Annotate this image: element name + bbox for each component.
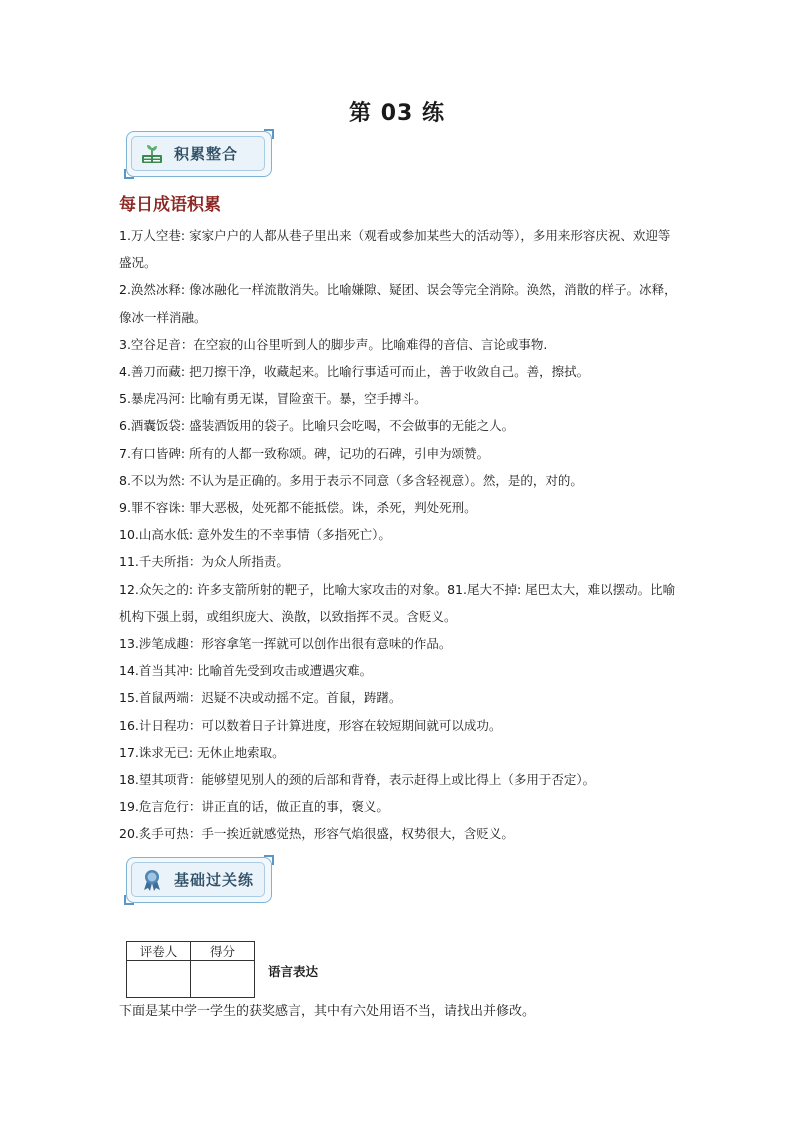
- idiom-item: 19.危言危行：讲正直的话，做正直的事，褒义。: [119, 799, 389, 815]
- idiom-item: 16.计日程功：可以数着日子计算进度，形容在较短期间就可以成功。: [119, 717, 502, 733]
- idiom-item: 6.酒囊饭袋: 盛装酒饭用的袋子。比喻只会吃喝，不会做事的无能之人。: [119, 418, 515, 434]
- section-badge-accumulate: [126, 131, 272, 177]
- section-badge-basic: [126, 857, 272, 903]
- idiom-item: 15.首鼠两端：迟疑不决或动摇不定。首鼠，踌躇。: [119, 690, 402, 706]
- idiom-item: 11.千夫所指：为众人所指责。: [119, 554, 289, 570]
- score-header: 得分: [191, 942, 255, 961]
- idiom-item: 17.诛求无已: 无休止地索取。: [119, 744, 285, 760]
- page-title: 第 03 练: [349, 101, 445, 126]
- score-table: [126, 941, 255, 998]
- score-cell: [191, 961, 255, 998]
- idiom-list: [119, 222, 679, 848]
- idiom-item: 7.有口皆碑: 所有的人都一致称颂。碑，记功的石碑，引申为颂赞。: [119, 445, 490, 461]
- idiom-item: 13.涉笔成趣：形容拿笔一挥就可以创作出很有意味的作品。: [119, 636, 452, 652]
- book-plant-icon: [140, 142, 164, 166]
- language-expression-label: 语言表达: [268, 964, 319, 979]
- idiom-item: 12.众矢之的: 许多支箭所射的靶子，比喻大家攻击的对象。81.尾大不掉: 尾巴太大，难以摆动。比喻机构下强上弱，或组织庞大、涣散，以致指挥不灵。含贬义。: [119, 581, 676, 624]
- idiom-item: 4.善刀而藏: 把刀擦干净，收藏起来。比喻行事适可而止，善于收敛自己。善，擦拭。: [119, 364, 590, 380]
- idiom-section-heading: 每日成语积累: [119, 195, 221, 215]
- idiom-item: 5.暴虎冯河: 比喻有勇无谋，冒险蛮干。暴，空手搏斗。: [119, 391, 427, 407]
- idiom-item: 9.罪不容诛: 罪大恶极，处死都不能抵偿。诛，杀死，判处死刑。: [119, 500, 477, 516]
- award-ribbon-icon: [140, 868, 164, 892]
- question-prompt: 下面是某中学一学生的获奖感言，其中有六处用语不当，请找出并修改。: [119, 1004, 536, 1019]
- idiom-item: 20.炙手可热：手一挨近就感觉热，形容气焰很盛，权势很大，含贬义。: [119, 826, 514, 842]
- idiom-item: 14.首当其冲: 比喻首先受到攻击或遭遇灾难。: [119, 663, 373, 679]
- idiom-item: 8.不以为然: 不认为是正确的。多用于表示不同意（多含轻视意）。然，是的，对的。: [119, 472, 583, 488]
- idiom-item: 1.万人空巷: 家家户户的人都从巷子里出来（观看或参加某些大的活动等），多用来形容庆祝、欢迎等盛况。: [119, 228, 671, 271]
- idiom-item: 18.望其项背：能够望见别人的颈的后部和背脊，表示赶得上或比得上（多用于否定）。: [119, 772, 596, 788]
- idiom-item: 3.空谷足音：在空寂的山谷里听到人的脚步声。比喻难得的音信、言论或事物.: [119, 336, 548, 352]
- grader-cell: [127, 961, 191, 998]
- grader-header: 评卷人: [127, 942, 191, 961]
- badge-label-basic: 基础过关练: [174, 871, 255, 889]
- idiom-item: 2.涣然冰释: 像冰融化一样流散消失。比喻嫌隙、疑团、误会等完全消除。涣然，消散的样子。冰释，像冰一样消融。: [119, 282, 677, 325]
- idiom-item: 10.山高水低: 意外发生的不幸事情（多指死亡）。: [119, 527, 391, 543]
- badge-label-accumulate: 积累整合: [174, 145, 239, 163]
